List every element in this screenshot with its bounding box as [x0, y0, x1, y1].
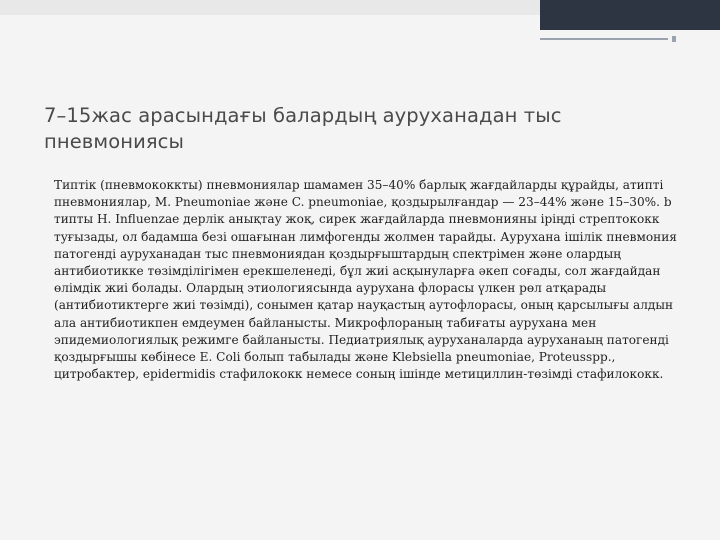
- top-decorative-bar: [0, 0, 540, 15]
- slide-title: 7–15жас арасындағы балардың ауруханадан тыс пневмониясы: [44, 104, 562, 153]
- slide-body-text: Типтік (пневмококкты) пневмониялар шамамен 35–40% барлық жағдайларды құрайды, атипті пневмониялар, M. Pneumoniae және C. pneumoniae, қоздырылғандар — 23–44% және 15–30%. b типты H. Influenzae дерлік анықтау жоқ, сирек жағдайларда пневмонияны іріңді стрептококк туғызады, ол бадамша безі ошағынан лимфогенды жолмен тарайды. Аурухана ішілік пневмония патогенді ауруханадан тыс пневмониядан қоздырғыштардың спектрімен және олардың антибиотикке төзімділігімен ерекшеленеді, бұл жиі асқынуларға әкеп соғады, сол жағдайдан өлімдік жиі болады. Олардың этиологиясында аурухана флорасы үлкен рөл атқарады (антибиотиктерге жиі төзімді), сонымен қатар науқастың аутофлорасы, оның қарсылығы алдын ала антибиотикпен емдеумен байланысты. Микрофлораның табиғаты аурухана мен эпидемиологиялық режимге байланысты. Педиатриялық ауруханаларда ауруханаың патогенді қоздырғышы көбінесе E. Coli болып табылады және Klebsiella pneumoniae, Proteusspp., цитробактер, epidermidis стафилококк немесе соның ішінде метициллин-төзімді стафилококк.: [54, 178, 677, 382]
- accent-line: [540, 38, 668, 40]
- accent-line-end: [672, 36, 676, 42]
- top-dark-accent-bar: [540, 0, 720, 30]
